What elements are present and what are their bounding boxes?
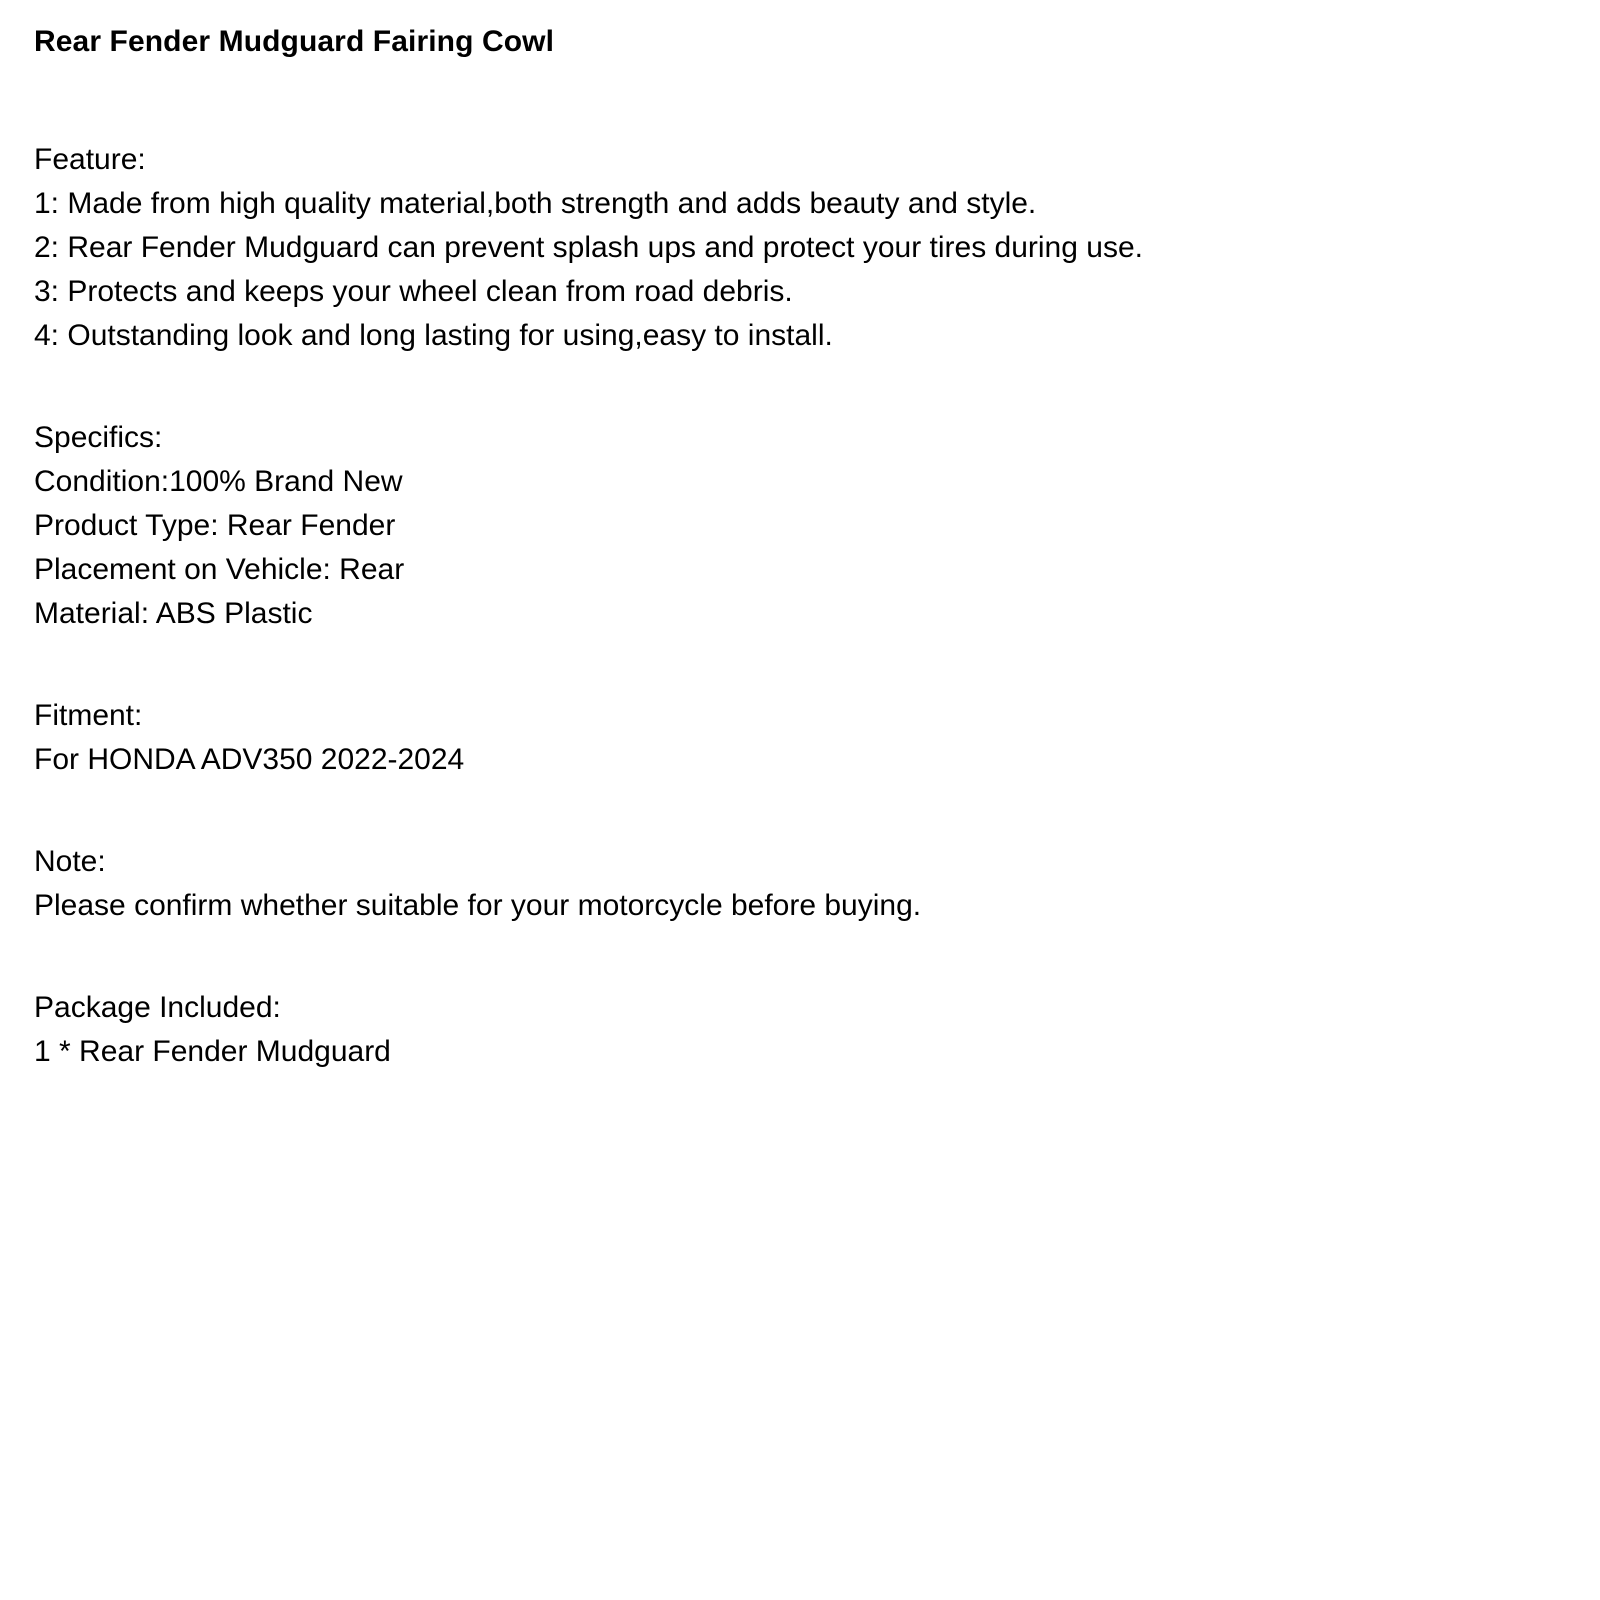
specifics-material: Material: ABS Plastic xyxy=(34,596,313,630)
section-package-included xyxy=(34,990,1566,1068)
spacer xyxy=(34,921,1566,993)
spacer xyxy=(34,63,1566,145)
feature-line-3: 3: Protects and keeps your wheel clean from road debris. xyxy=(34,274,793,308)
section-note xyxy=(34,844,1566,922)
specifics-placement: Placement on Vehicle: Rear xyxy=(34,552,405,586)
fitment-line-1: For HONDA ADV350 2022-2024 xyxy=(34,742,465,776)
package-line-1: 1 * Rear Fender Mudguard xyxy=(34,1034,391,1068)
spacer xyxy=(34,775,1566,847)
section-heading-note: Note: xyxy=(34,844,106,878)
section-heading-package-included: Package Included: xyxy=(34,990,281,1024)
section-heading-feature: Feature: xyxy=(34,142,146,176)
specifics-product-type: Product Type: Rear Fender xyxy=(34,508,396,542)
spacer xyxy=(34,351,1566,423)
spacer xyxy=(34,629,1566,701)
page-title: Rear Fender Mudguard Fairing Cowl xyxy=(34,25,555,58)
feature-line-2: 2: Rear Fender Mudguard can prevent splash ups and protect your tires during use. xyxy=(34,230,1143,264)
section-specifics xyxy=(34,420,1566,630)
section-heading-specifics: Specifics: xyxy=(34,420,163,454)
section-feature xyxy=(34,142,1566,352)
specifics-condition: Condition:100% Brand New xyxy=(34,464,403,498)
section-heading-fitment: Fitment: xyxy=(34,698,143,732)
feature-line-4: 4: Outstanding look and long lasting for using,easy to install. xyxy=(34,318,833,352)
note-line-1: Please confirm whether suitable for your motorcycle before buying. xyxy=(34,888,922,922)
feature-line-1: 1: Made from high quality material,both strength and adds beauty and style. xyxy=(34,186,1037,220)
section-fitment xyxy=(34,698,1566,776)
